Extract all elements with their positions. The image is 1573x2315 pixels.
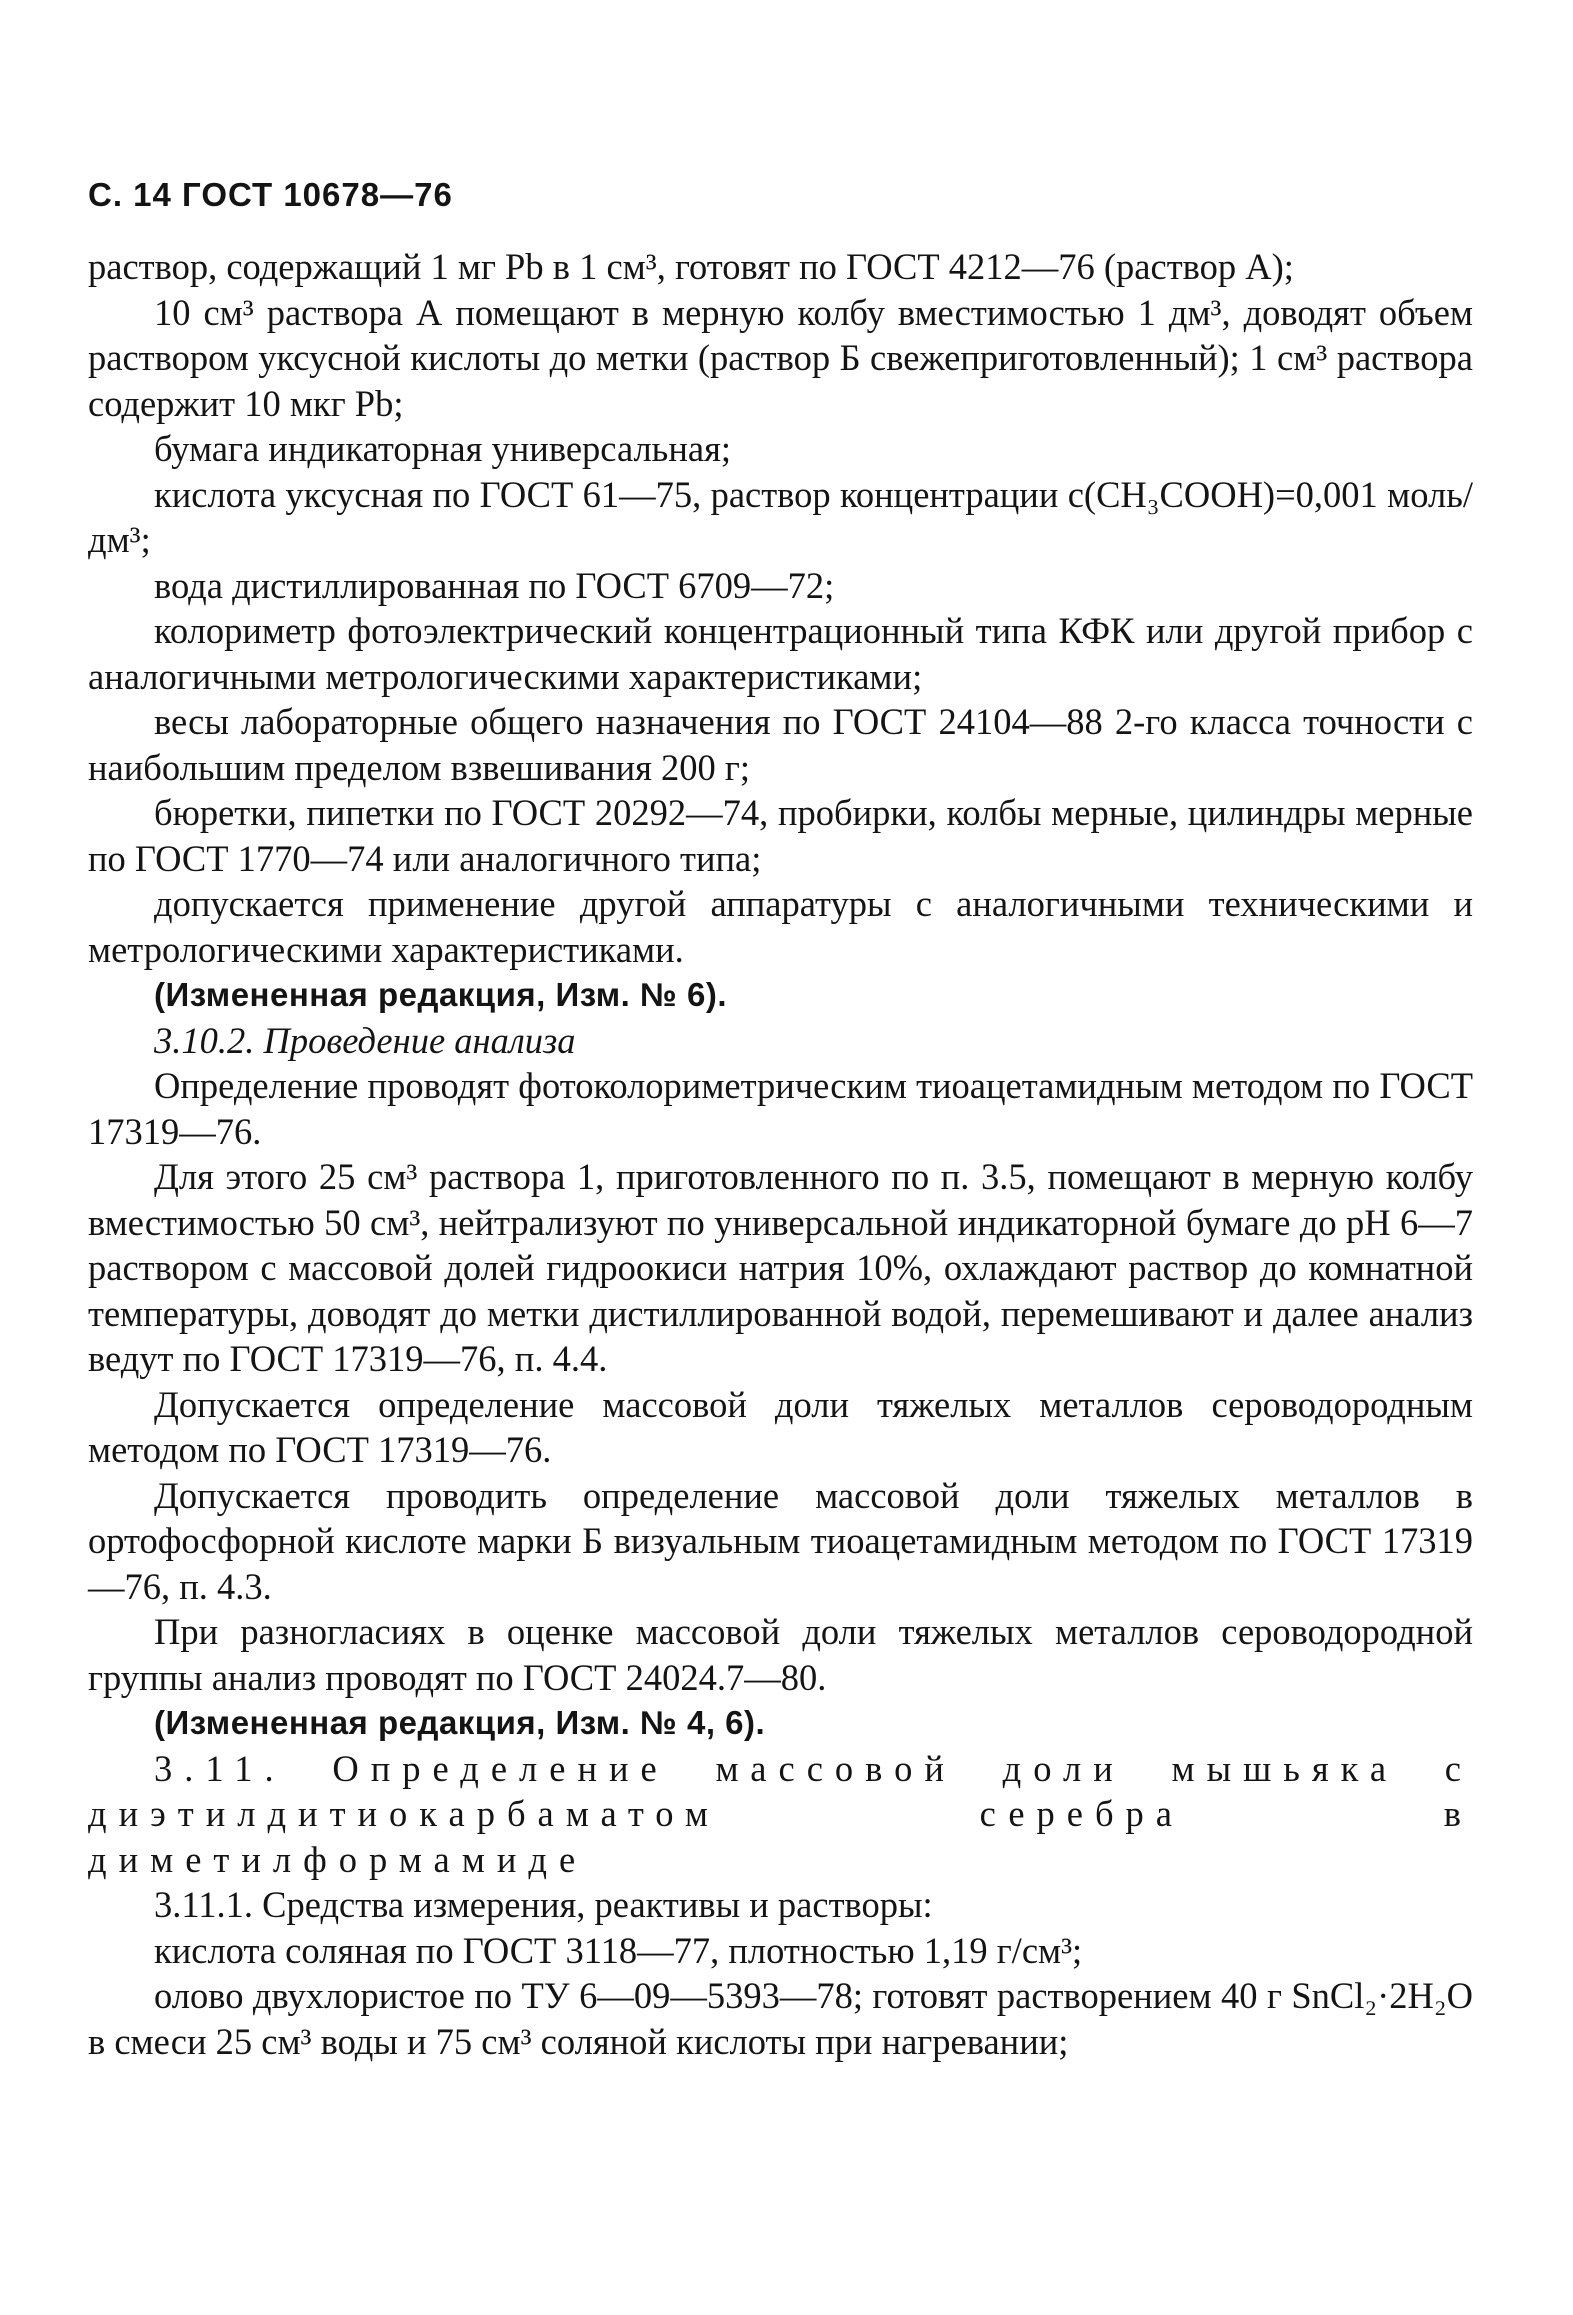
paragraph: весы лабораторные общего назначения по ГОСТ 24104—88 2-го класса точности с наибольшим пределом взвешивания 200 г; bbox=[88, 701, 1473, 788]
section-heading: 3.10.2. Проведение анализа bbox=[154, 1019, 576, 1061]
amendment-note: (Измененная редакция, Изм. № 4, 6). bbox=[154, 1704, 766, 1741]
paragraph: колориметр фотоэлектрический концентрационный типа КФК или другой прибор с аналогичными метрологическими характеристиками; bbox=[88, 610, 1473, 697]
amendment-note: (Измененная редакция, Изм. № 6). bbox=[154, 976, 727, 1013]
paragraph: бумага индикаторная универсальная; bbox=[154, 428, 731, 469]
paragraph: вода дистиллированная по ГОСТ 6709—72; bbox=[154, 564, 835, 606]
page-header: С. 14 ГОСТ 10678—76 bbox=[88, 176, 453, 213]
paragraph: Допускается проводить определение массовой доли тяжелых металлов в ортофосфорной кислоте марки Б визуальным тиоацетамидным методом по ГОСТ 17319—76, п. 4.3. bbox=[88, 1474, 1473, 1607]
paragraph: Допускается определение массовой доли тяжелых металлов сероводородным методом по ГОСТ 17319—76. bbox=[88, 1383, 1473, 1470]
document-body bbox=[88, 244, 1473, 2064]
paragraph: Определение проводят фотоколориметрическим тиоацетамидным методом по ГОСТ 17319—76. bbox=[88, 1065, 1473, 1152]
paragraph: бюретки, пипетки по ГОСТ 20292—74, пробирки, колбы мерные, цилиндры мерные по ГОСТ 1770—74 или аналогичного типа; bbox=[88, 792, 1473, 879]
paragraph: олово двухлористое по ТУ 6—09—5393—78; готовят растворением 40 г SnCl₂·2H₂O в смеси 25 см³ воды и 75 см³ соляной кислоты при нагревании; bbox=[88, 1975, 1473, 2062]
subsection-heading: 3.11.1. Средства измерения, реактивы и растворы: bbox=[154, 1884, 933, 1925]
paragraph: допускается применение другой аппаратуры с аналогичными техническими и метрологическими характеристиками. bbox=[88, 883, 1473, 970]
paragraph: При разногласиях в оценке массовой доли тяжелых металлов сероводородной группы анализ проводят по ГОСТ 24024.7—80. bbox=[88, 1611, 1473, 1698]
paragraph: 10 см³ раствора А помещают в мерную колбу вместимостью 1 дм³, доводят объем раствором уксусной кислоты до метки (раствор Б свежеприготовленный); 1 см³ раствора содержит 10 мкг Pb; bbox=[88, 291, 1473, 424]
paragraph: кислота уксусная по ГОСТ 61—75, раствор концентрации c(CH₃COOH)=0,001 моль/дм³; bbox=[88, 473, 1473, 560]
paragraph: Для этого 25 см³ раствора 1, приготовленного по п. 3.5, помещают в мерную колбу вместимостью 50 см³, нейтрализуют по универсальной индикаторной бумаге до pH 6—7 раствором с массовой долей гидроокиси натрия 10%, охлаждают раствор до комнатной температуры, доводят до метки дистиллированной водой, перемешивают и далее анализ ведут по ГОСТ 17319—76, п. 4.4. bbox=[88, 1156, 1473, 1379]
paragraph: раствор, содержащий 1 мг Pb в 1 см³, готовят по ГОСТ 4212—76 (раствор А); bbox=[88, 246, 1294, 287]
paragraph: кислота соляная по ГОСТ 3118—77, плотностью 1,19 г/см³; bbox=[154, 1929, 1083, 1971]
section-heading: 3.11. Определение массовой доли мышьяка с диэтилдитиокарбаматом серебра в диметилформамиде bbox=[88, 1747, 1473, 1880]
